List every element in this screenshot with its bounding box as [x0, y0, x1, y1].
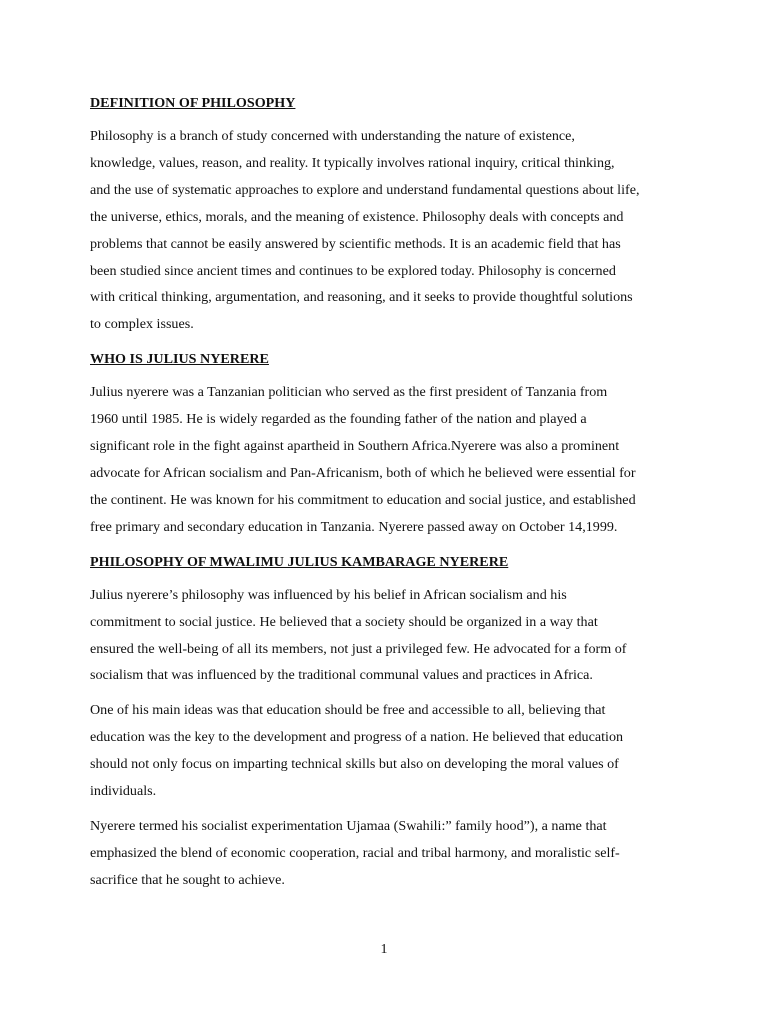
text-line: ensured the well-being of all its members, not just a privileged few. He advocated for a form of: [90, 640, 627, 657]
text-line: Philosophy is a branch of study concerned with understanding the nature of existence,: [90, 128, 575, 144]
text-line: free primary and secondary education in Tanzania. Nyerere passed away on October 14,1999.: [90, 518, 618, 535]
paragraph-definition: [90, 123, 686, 338]
section-heading-philosophy-of-nyerere: PHILOSOPHY OF MWALIMU JULIUS KAMBARAGE NYERERE: [90, 553, 509, 570]
text-line: emphasized the blend of economic cooperation, racial and tribal harmony, and moralistic self-: [90, 844, 620, 861]
text-line: problems that cannot be easily answered by scientific methods. It is an academic field that has: [90, 235, 621, 252]
text-line: Julius nyerere’s philosophy was influenced by his belief in African socialism and his: [90, 586, 567, 603]
text-line: sacrifice that he sought to achieve.: [90, 871, 285, 888]
section-heading-who-is-nyerere: WHO IS JULIUS NYERERE: [90, 351, 269, 368]
text-line: One of his main ideas was that education should be free and accessible to all, believing that: [90, 702, 606, 719]
paragraph-african-socialism: [90, 582, 686, 690]
paragraph-biography: [90, 379, 686, 540]
section-heading-definition: DEFINITION OF PHILOSOPHY: [90, 95, 296, 111]
document-page: [90, 90, 686, 902]
text-line: with critical thinking, argumentation, and reasoning, and it seeks to provide thoughtful solutions: [90, 289, 633, 306]
text-line: education was the key to the development and progress of a nation. He believed that education: [90, 729, 624, 746]
paragraph-ujamaa: [90, 813, 686, 894]
text-line: the continent. He was known for his commitment to education and social justice, and established: [90, 491, 636, 508]
text-line: significant role in the fight against apartheid in Southern Africa.Nyerere was also a prominent: [90, 438, 620, 455]
text-line: advocate for African socialism and Pan-Africanism, both of which he believed were essential for: [90, 464, 636, 481]
text-line: the universe, ethics, morals, and the meaning of existence. Philosophy deals with concepts and: [90, 208, 624, 225]
paragraph-education: [90, 697, 686, 805]
text-line: individuals.: [90, 783, 157, 800]
text-line: Nyerere termed his socialist experimentation Ujamaa (Swahili:” family hood”), a name that: [90, 817, 607, 834]
text-line: socialism that was influenced by the traditional communal values and practices in Africa.: [90, 667, 593, 684]
text-line: Julius nyerere was a Tanzanian politician who served as the first president of Tanzania from: [90, 384, 608, 401]
text-line: should not only focus on imparting technical skills but also on developing the moral values of: [90, 756, 619, 773]
text-line: to complex issues.: [90, 316, 194, 333]
page-number: 1: [380, 942, 388, 957]
text-line: and the use of systematic approaches to explore and understand fundamental questions about life,: [90, 181, 640, 198]
text-line: 1960 until 1985. He is widely regarded as the founding father of the nation and played a: [90, 411, 587, 428]
text-line: knowledge, values, reason, and reality. It typically involves rational inquiry, critical thinking,: [90, 154, 615, 171]
text-line: been studied since ancient times and continues to be explored today. Philosophy is concerned: [90, 262, 616, 279]
text-line: commitment to social justice. He believed that a society should be organized in a way that: [90, 613, 598, 630]
